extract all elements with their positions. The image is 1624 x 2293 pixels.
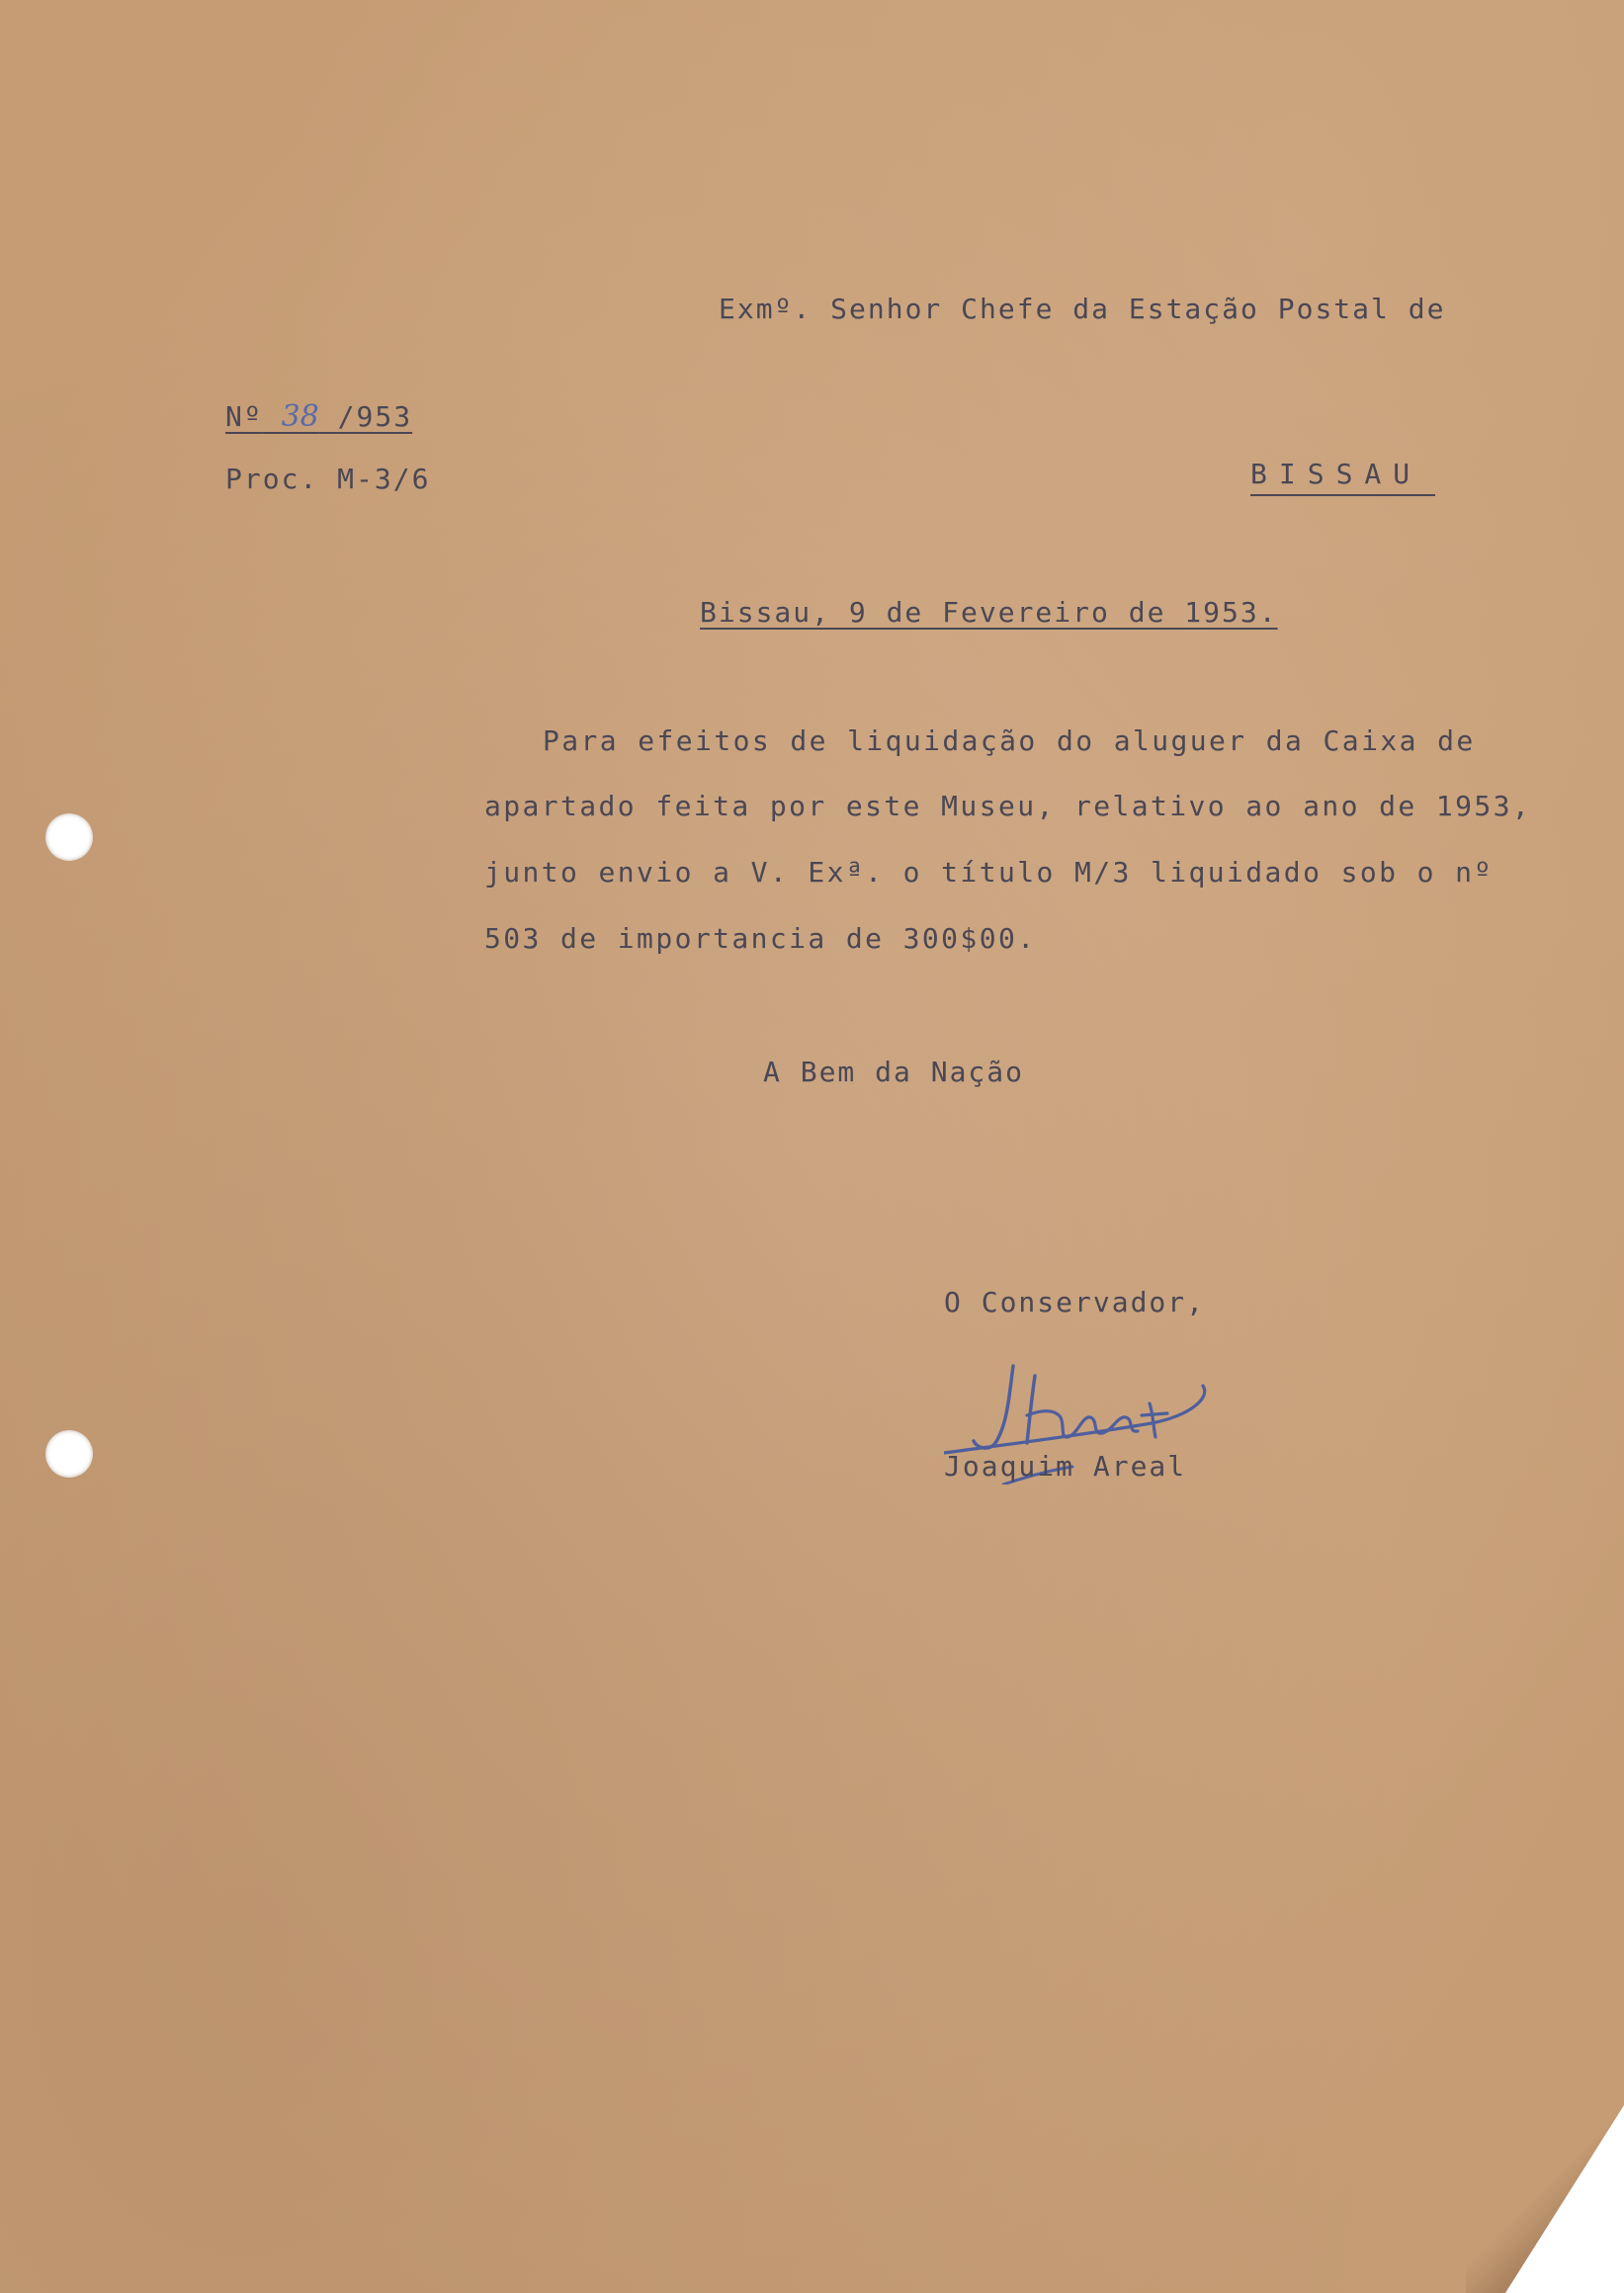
signer-name: Joaquim Areal: [944, 1450, 1187, 1483]
body-line-3: junto envio a V. Exª. o título M/3 liquidado sob o nº: [484, 856, 1494, 889]
date-line: Bissau, 9 de Fevereiro de 1953.: [700, 596, 1278, 629]
signoff-title: O Conservador,: [944, 1286, 1206, 1318]
reference-prefix: Nº: [225, 400, 263, 433]
body-line-4: 503 de importancia de 300$00.: [484, 922, 1037, 955]
reference-number: [225, 399, 412, 434]
process-reference: Proc. M-3/6: [225, 463, 431, 495]
destination-city: BISSAU: [1250, 458, 1435, 496]
reference-handwritten-number: 38: [281, 399, 319, 434]
punch-hole-bottom: [45, 1430, 93, 1478]
recipient-line: Exmº. Senhor Chefe da Estação Postal de: [719, 293, 1446, 325]
body-line-2: apartado feita por este Museu, relativo ao ano de 1953,: [484, 790, 1532, 822]
punch-hole-top: [45, 813, 93, 861]
reference-year: /953: [337, 400, 413, 433]
body-line-1: Para efeitos de liquidação do aluguer da Caixa de: [543, 724, 1476, 757]
folded-corner: [1505, 2105, 1624, 2293]
closing-salutation: A Bem da Nação: [763, 1056, 1025, 1088]
